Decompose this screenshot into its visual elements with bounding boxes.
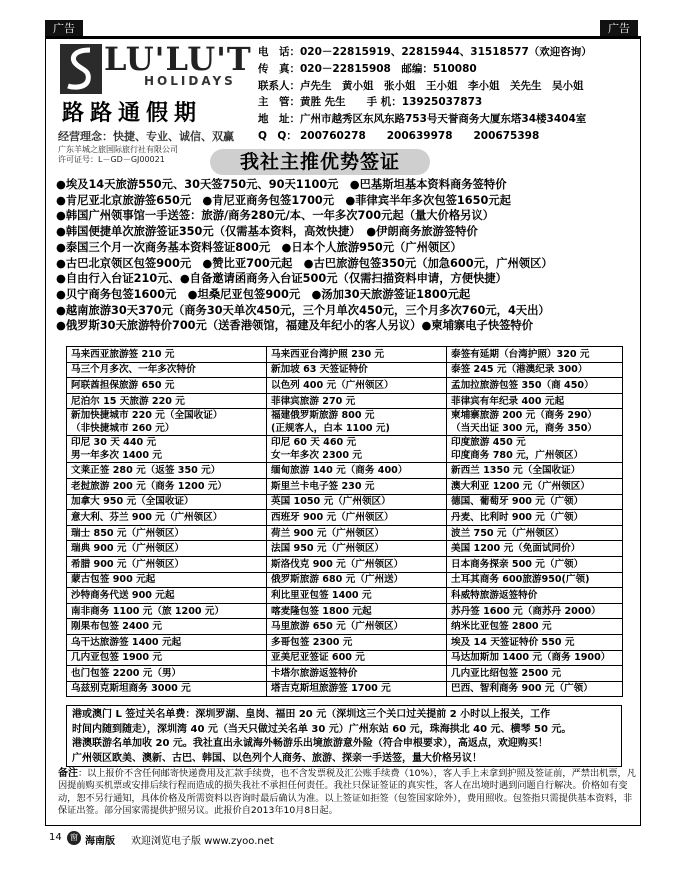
cell-line: （非快捷城市 260 元） [71,423,175,435]
table-row [67,436,623,463]
table-cell [267,650,447,666]
cell-line: 马来西亚旅游签 210 元 [71,348,175,360]
table-cell [267,436,447,463]
logo-brand-text: LU'LU'T [104,40,252,78]
table-cell [267,541,447,557]
table-cell [267,556,447,572]
cell-line: 纳米比亚包签 2800 元 [451,621,552,633]
list-item: ●俄罗斯30天旅游特价700元（送香港领馆，福建及年纪小的客人另议）●柬埔寨电子快签特价 [56,319,534,333]
cell-line: 福建俄罗斯旅游 800 元 [271,410,375,422]
cell-line: 喀麦隆包签 1800 元起 [271,605,372,617]
table-cell [267,393,447,409]
cell-line: (正规客人，白本 1100 元) [271,423,390,435]
table-cell [67,666,267,682]
cell-line: 以色列 400 元（广州领区） [271,379,394,391]
table-cell [67,347,267,363]
cell-line: 瑞典 900 元（广州领区） [71,543,185,555]
cell-line: 几内亚包签 1900 元 [71,652,162,664]
cell-line: 德国、葡萄牙 900 元（广领） [451,496,584,508]
cell-line: 泰签有延期（台湾护照）320 元 [451,348,590,360]
cell-line: （当天出证 300 元，商务 350） [451,423,598,435]
cell-line: 印度旅游 450 元 [451,437,526,449]
cell-line: 尼泊尔 15 天旅游 220 元 [71,395,185,407]
cell-line: 斯里兰卡电子签 230 元 [271,480,375,492]
logo-chinese-name: 路路通假期 [62,100,203,126]
list-item: ●自由行入台证210元、●自备邀请函商务入台证500元（仅需扫描资料申请，方便快捷） [56,272,507,286]
table-cell [267,572,447,588]
table-cell [67,556,267,572]
table-cell [67,572,267,588]
table-cell [67,525,267,541]
table-cell [447,541,623,557]
table-cell [267,347,447,363]
table-cell [267,525,447,541]
contact-persons: 联系人：卢先生 黄小姐 张小姐 王小姐 李小姐 关先生 吴小姐 [258,79,584,92]
cell-line: 南非商务 1100 元（旅 1200 元） [71,605,225,617]
table-cell [67,541,267,557]
list-item: ●古巴北京领区包签900元 ●赞比亚700元起 ●古巴旅游包签350元（加急600元，广州领区） [56,256,553,270]
cell-line: 马三个月多次、一年多次特价 [71,364,196,376]
cell-line: 老挝旅游 200 元（商务 1200 元） [71,480,228,492]
headline-banner [210,149,430,175]
table-cell [447,378,623,394]
remarks [58,768,638,818]
table-row [67,634,623,650]
table-cell [267,478,447,494]
cell-line: 菲律宾旅游 270 元 [271,395,356,407]
cell-line: 斯洛伐克 900 元（广州领区） [271,558,404,570]
table-cell [67,478,267,494]
table-row [67,393,623,409]
note-line: 时间内随到随走），深圳湾 40 元（当天只做过关名单 30 元）广州东站 60 元，珠海拱北 40 元、横琴 50 元。 [72,723,572,735]
table-row [67,541,623,557]
remarks-label: 备注 [58,768,78,779]
featured-visa-list [56,177,641,334]
cell-line: 柬埔寨旅游 200 元（商务 290） [451,410,598,422]
table-row [67,681,623,697]
list-item: ●泰国三个月一次商务基本资料签证800元 ●日本个人旅游950元（广州领区） [56,240,462,254]
table-row [67,409,623,436]
page-number: 14 [49,832,62,843]
table-cell [447,436,623,463]
list-item: ●贝宁商务包签1600元 ●坦桑尼亚包签900元 ●汤加30天旅游签证1800元起 [56,287,471,301]
cell-line: 马里旅游 650 元（广州领区） [271,621,404,633]
cell-line: 新加坡 63 天签证特价 [271,364,368,376]
cell-line: 西班牙 900 元（广州领区） [271,511,394,523]
cell-line: 印度商务 780 元，广州领区） [451,450,584,462]
table-row [67,556,623,572]
cell-line: 澳大利亚 1200 元（广州领区） [451,480,590,492]
table-cell [67,588,267,604]
cell-line: 也门包签 2200 元（男） [71,667,182,679]
table-cell [67,393,267,409]
publication-logo-icon: 窗 [67,831,81,845]
cell-line: 埃及 14 天签证特价 550 元 [451,636,575,648]
cell-line: 乌干达旅游签 1400 元起 [71,636,182,648]
table-cell [67,362,267,378]
table-cell [67,436,267,463]
table-cell [67,494,267,510]
table-row [67,525,623,541]
table-cell [447,510,623,526]
headline-title: 我社主推优势签证 [210,149,430,175]
table-cell [267,619,447,635]
cell-line: 新西兰 1350 元（全国收证） [451,465,581,477]
table-row [67,572,623,588]
table-row [67,619,623,635]
cell-line: 文莱正签 280 元（返签 350 元） [71,465,221,477]
cell-line: 土耳其商务 600旅游950(广领) [451,574,590,586]
note-line: 港澳联游名单加收 20 元。我社直出永诚海外畅游乐出境旅游意外险（符合申根要求），高返点，欢迎购买！ [72,738,548,749]
ad-tag-right: 广告 [600,20,638,38]
table-cell [447,603,623,619]
table-cell [447,666,623,682]
company-name: 广东羊城之旅国际旅行社有限公司 [58,145,178,154]
table-cell [267,634,447,650]
table-cell [447,588,623,604]
cell-line: 多哥包签 2300 元 [271,636,353,648]
list-item: ●韩国广州领事馆一手送签：旅游/商务280元/本、一年多次700元起（量大价格另议） [56,209,495,223]
table-row [67,603,623,619]
table-cell [267,681,447,697]
logo-mark-icon [60,44,102,94]
table-cell [67,619,267,635]
list-item: ●韩国便捷单次旅游签证350元（仅需基本资料，高效快捷） ●伊朗商务旅游签特价 [56,225,478,239]
cell-line: 波兰 750 元（广州领区） [451,527,565,539]
website-link[interactable]: 欢迎浏览电子版 www.zyoo.net [131,836,274,847]
cell-line: 乌兹别克斯坦商务 3000 元 [71,683,191,695]
table-cell [267,603,447,619]
logo-holidays-text: HOLIDAYS [144,74,236,88]
table-row [67,378,623,394]
table-row [67,588,623,604]
cell-line: 菲律宾有年纪录 400 元起 [451,395,565,407]
contact-address: 地 址：广州市越秀区东风东路753号天誉商务大厦东塔34楼3404室 [258,113,587,126]
table-cell [447,478,623,494]
table-cell [447,362,623,378]
cell-line: 男一年多次 1400 元 [71,450,162,462]
license-number: 许可证号：L－GD－GJ00021 [58,155,165,164]
cell-line: 蒙古包签 900 元起 [71,574,156,586]
remarks-text: ：以上报价不含任何邮寄快递费用及汇款手续费，也不含发票税及汇公账手续费（10%），客人手上未拿到护照及签证前，严禁出机票，凡因提前购买机票或安排后续行程而造成的损失我社不承担任何责任。我社只保证签证的真实性，客人在出境时遇到问题自行解决。价格如有变动，恕不另行通知，具体价格及所需资料以咨询时最后确认为准。以上签证如拒签（包签国家除外），费用照收。包签指只需提供基本资料，非保证出签。部分国家需提供护照另议。此报价自2013年10月8日起。 [58,768,636,817]
cell-line: 印尼 60 天 460 元 [271,437,357,449]
cell-line: 意大利、芬兰 900 元（广州领区） [71,511,223,523]
cell-line: 印尼 30 天 440 元 [71,437,157,449]
visa-price-table [66,346,623,697]
table-cell [67,681,267,697]
table-cell [447,681,623,697]
cell-line: 法国 950 元（广州领区） [271,543,385,555]
note-line: 港或澳门 L 签过关名单费：深圳罗湖、皇岗、福田 20 元（深圳这三个关口过关提前 2 小时以上报关，工作 [72,709,551,720]
table-cell [447,393,623,409]
cell-line: 希腊 900 元（广州领区） [71,558,185,570]
cell-line: 荷兰 900 元（广州领区） [271,527,385,539]
table-cell [267,362,447,378]
table-row [67,362,623,378]
table-cell [267,666,447,682]
cell-line: 巴西、智利商务 900 元（广领） [451,683,593,695]
cell-line: 丹麦、比利时 900 元（广领） [451,511,584,523]
cell-line: 孟加拉旅游包签 350（商 450） [451,379,594,391]
table-cell [447,463,623,479]
table-cell [447,347,623,363]
contact-fax: 传 真：020－22815908 邮编：510080 [258,62,477,75]
table-row [67,666,623,682]
cell-line: 加拿大 950 元（全国收证） [71,496,194,508]
table-cell [447,572,623,588]
table-cell [67,634,267,650]
table-row [67,478,623,494]
business-slogan: 经营理念：快捷、专业、诚信、双赢 [58,130,234,143]
table-cell [447,650,623,666]
cell-line: 瑞士 850 元（广州领区） [71,527,185,539]
list-item: ●肯尼亚北京旅游签650元 ●肯尼亚商务包签1700元 ●菲律宾半年多次包签1650元起 [56,193,511,207]
cell-line: 缅甸旅游 140 元（商务 400） [271,465,408,477]
table-cell [267,463,447,479]
table-cell [447,619,623,635]
cell-line: 泰签 245 元（港澳纪录 300） [451,364,588,376]
cell-line: 几内亚比绍包签 2500 元 [451,667,562,679]
table-cell [447,494,623,510]
cell-line: 女一年多次 2300 元 [271,450,362,462]
table-row [67,650,623,666]
table-cell [267,588,447,604]
cell-line: 阿联酋担保旅游 650 元 [71,379,175,391]
cell-line: 科威特旅游返签特价 [451,589,538,601]
cell-line: 塔吉克斯坦旅游签 1700 元 [271,683,391,695]
table-cell [67,510,267,526]
table-cell [447,634,623,650]
table-cell [67,463,267,479]
table-cell [447,525,623,541]
table-cell [267,510,447,526]
cell-line: 利比里亚包签 1400 元 [271,589,372,601]
table-cell [67,603,267,619]
table-cell [67,650,267,666]
contact-phone: 电 话：020－22815919、22815944、31518577（欢迎咨询） [258,46,592,58]
ad-tag-left: 广告 [45,20,83,38]
table-row [67,510,623,526]
edition-label: 海南版 [85,836,115,847]
table-cell [447,409,623,436]
company-info [58,145,178,165]
cell-line: 亚美尼亚签证 600 元 [271,652,365,664]
hk-macau-notes [66,705,622,767]
cell-line: 马来西亚台湾护照 230 元 [271,348,385,360]
brand-logo [58,40,252,132]
list-item: ●埃及14天旅游550元、30天签750元、90天1100元 ●巴基斯坦基本资料商务签特价 [56,178,507,191]
table-row [67,347,623,363]
contact-qq: Q Q： 200760278 200639978 200675398 [258,129,540,142]
table-cell [67,409,267,436]
table-cell [447,556,623,572]
cell-line: 俄罗斯旅游 680 元（广州送） [271,574,404,586]
cell-line: 英国 1050 元（广州领区） [271,496,391,508]
cell-line: 美国 1200 元（免面试同价） [451,543,581,555]
contact-block [258,44,592,145]
table-cell [67,378,267,394]
cell-line: 卡塔尔旅游返签特价 [271,667,358,679]
table-row [67,494,623,510]
table-cell [267,409,447,436]
list-item: ●越南旅游30天370元（商务30天单次450元，三个月单次450元，三个月多次760元，4天出） [56,303,550,317]
cell-line: 沙特商务代送 900 元起 [71,589,175,601]
cell-line: 日本商务探亲 500 元（广领） [451,558,584,570]
cell-line: 苏丹签 1600 元（商苏丹 2000） [451,605,601,617]
cell-line: 刚果布包签 2400 元 [71,621,162,633]
note-line: 广州领区欧美、澳新、古巴、韩国、以色列个人商务、旅游、探亲一手送签，量大价格另议！ [72,752,482,764]
contact-manager: 主 管：黄胜 先生 手 机：13925037873 [258,96,483,109]
cell-line: 马达加斯加 1400 元（商务 1900） [451,652,611,664]
table-cell [267,494,447,510]
table-row [67,463,623,479]
table-cell [267,378,447,394]
cell-line: 新加快捷城市 220 元（全国收证） [71,410,223,422]
